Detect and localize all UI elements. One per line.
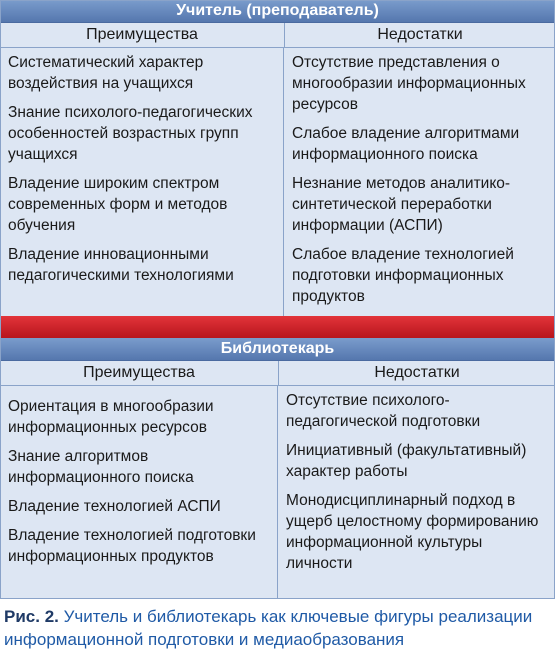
teacher-con-item: Слабое владение алгоритмами информационного поиска xyxy=(292,125,520,163)
teacher-section xyxy=(0,0,555,316)
teacher-con-item: Незнание методов аналитико-синтетической переработки информации (АСПИ) xyxy=(292,175,511,234)
section-divider xyxy=(0,316,555,338)
librarian-pro-item: Ориентация в многообразии информационных ресурсов xyxy=(8,398,214,436)
librarian-pros-list xyxy=(0,386,278,599)
teacher-con-item: Слабое владение технологией подготовки информационных продуктов xyxy=(292,246,514,305)
librarian-con-item: Монодисциплинарный подход в ущерб целостному формированию информационной культуры личности xyxy=(286,492,539,572)
teacher-con-item: Отсутствие представления о многообразии информационных ресурсов xyxy=(292,54,526,113)
librarian-con-item: Инициативный (факультативный) характер работы xyxy=(286,442,527,480)
teacher-pro-item: Владение широким спектром современных форм и методов обучения xyxy=(8,175,228,234)
librarian-column-headers xyxy=(0,361,555,386)
teacher-cons-list xyxy=(284,48,555,317)
teacher-pros-list xyxy=(0,48,284,317)
librarian-pro-item: Владение технологией АСПИ xyxy=(8,498,221,515)
teacher-pro-item: Знание психолого-педагогических особенностей возрастных групп учащихся xyxy=(8,104,253,163)
teacher-title: Учитель (преподаватель) xyxy=(0,0,555,23)
teacher-pros-header: Преимущества xyxy=(0,23,285,47)
librarian-pros-header: Преимущества xyxy=(0,361,279,385)
librarian-cons-header: Недостатки xyxy=(374,364,460,381)
teacher-cons-header: Недостатки xyxy=(377,26,463,43)
librarian-section xyxy=(0,338,555,598)
librarian-con-item: Отсутствие психолого-педагогической подготовки xyxy=(286,392,481,430)
figure-caption xyxy=(4,605,552,651)
librarian-pro-item: Знание алгоритмов информационного поиска xyxy=(8,448,194,486)
caption-text: Учитель и библиотекарь как ключевые фигуры реализации информационной подготовки и медиаобразования xyxy=(4,607,533,649)
caption-label: Рис. 2. xyxy=(4,607,59,626)
teacher-pro-item: Владение инновационными педагогическими технологиями xyxy=(8,246,234,284)
teacher-column-headers xyxy=(0,23,555,48)
librarian-title: Библиотекарь xyxy=(0,338,555,361)
librarian-cons-list xyxy=(278,386,555,599)
librarian-pro-item: Владение технологией подготовки информационных продуктов xyxy=(8,527,256,565)
teacher-pro-item: Систематический характер воздействия на учащихся xyxy=(8,54,204,92)
